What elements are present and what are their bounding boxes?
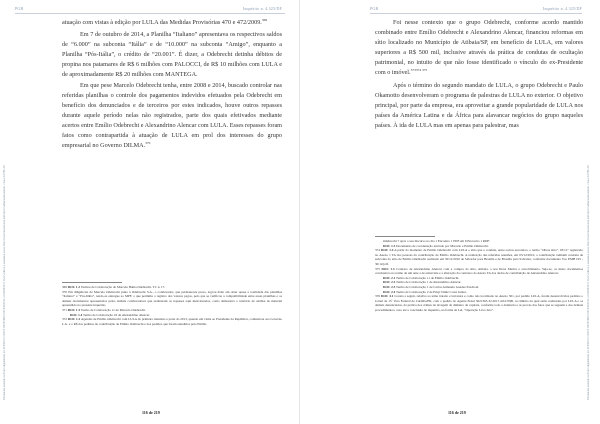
footnote-rule xyxy=(62,282,122,283)
page-number: 116 de 219 xyxy=(142,410,160,415)
footnote: 372 DOC 1.2 Agendas de Emílio Odebrecht com LULA do primeiro mandato e parte do 2013, quando em visita ao Presidente da República, comunicou aos Governo L.G. e o R$ dos pedidos de contribuição de Emílio Odebrecht e dos pedidos que foram atendidos pelo Emílio. xyxy=(62,317,283,326)
paragraph-2: Em 7 de outubro de 2014, a Planilha “Italiano” apresentava os respectivos saldos de “6.000” na subconta “Itália” e de “10.000” na subconta “Amigo”, enquanto a Planilha “Pós-Itália”, o crédito de “20.001”. É dizer, a Odebrecht detinha débitos de propina nos patamares de R$ 6 milhões com PALOCCI, de R$ 10 milhões com LULA e de aproximadamente R$ 20 milhões com MANTEGA. xyxy=(62,30,282,78)
footnotes xyxy=(375,239,583,313)
footnote: 374 DOC 1.4 A partir do momento de Emílio Odebrecht com LULA o sítio que a conduta, entre outros encontros, o termo “Obras sítio”, 03/11” registrado no Anexo 1 TA dos pessoas da contribuição de Emílio Odebrecht. A realização das referidas reuniões, em 03/12/2010, a contribuição também contraiu da subconta do sítio de Emílio Odebrecht realizado em 30/12/2010 de Salvador para Brasília e de Brasília para Salvador, conforme documento Voo EMB 195 - 30/12/pdf. xyxy=(375,248,583,266)
body-text xyxy=(375,18,583,131)
signature-side-note: Documento assinado via Token digitalmente por RODRIGO JANOT MONTEIRO DE BARROS, em 26/06/2017. Para verificar a assinatura acesse http://www.transparencia.mpf.mp.br/validacaodocumento. Chave A1E5B1A6 xyxy=(587,165,590,400)
footnote: Odebrecht 7 após o seu discurso no dia 1 Encontro 1 PDF em 6 Encontro 1 RDF. xyxy=(383,239,490,243)
paragraph-1: atuação com vistas à edição por LULA das Medidas Provisórias 470 e 472/2009.$^{369}$ xyxy=(62,17,268,26)
paragraph-3: Em que pese Marcelo Odebrecht tenha, entre 2008 e 2014, buscado controlar nas referidas planilhas o controle dos pagamentos indevidos efetuados pela Odebrecht em benefício dos denunciados e de terceiros por estes indicados, houve outros repasses durante aquele período nelas não registrados, parte dos quais efetivados mediante acertos entre Emílio Odebrecht e Alexandrino Alencar com LULA. Esses repasses foram fatos como contrapartida à atuação de LULA em prol dos interesses do grupo empresarial no Governo DILMA.$^{370}$ xyxy=(62,82,282,149)
paragraph-2: Após o término do segundo mandato de LULA, o grupo Odebrecht e Paulo Okamotto desenvolveram o programa de palestras de LULA no exterior. O objetivo principal, por parte da empresa, era aproveitar a grande popularidade de LULA nos países da América Latina e da África para alavancar negócios do grupo naqueles países. À ida de LULA mas em apenas para palestrar, mas xyxy=(375,82,583,130)
footnote: 376 DOC 4.1 Consta a seguir, relativa ao tema tratado e lavratura e como tais localizado no Anexo 501, por pedido LULA, foram desenvolvidos pedidos o Jornal de 15º Vara Federal de Curitiba/PR, com o pedido do Agente Penal 5021365-32.2017.4.04.7000, no âmbito da qual estão realizadas por LULA e os demais denunciados, da prática dos crimes de lavagem de dinheiro de capitais, conforme todo a denúncia e as provas dos fatos que se seguem e dos demais procedimentos, caso até a conclusão do inquérito, na forma de Lei, “Operação Lava Jato”. xyxy=(375,294,584,312)
header-case-reference: Inquérito n. 4.325/DF xyxy=(542,6,582,11)
footnote: DOC 2.2 Termo de Colaboração 1 de Alexandrino Alencar. xyxy=(383,280,462,285)
footnote: 369 DOC 1.2 Termos de Colaboração do Marcelo Bahia Odebrecht. TC n. 17. xyxy=(62,285,166,289)
paragraph-1: Foi nesse contexto que o grupo Odebrecht, conforme acordo mantido combinado entre Emílio Odebrecht e Alexandrino Alencar, financiou reformas em sítio localizado no Município de Atibaia/SP, em benefício de LULA, em valores superiores a R$ 500 mil, inclusive através da prática de condutas de ocultação patrimonial, no intuito de que não fosse identificado o vínculo do ex-Presidente com o imóvel.$^{373374 375}$ xyxy=(375,19,583,76)
document-page-right xyxy=(300,0,600,424)
footnote: 375 DOC 1.3 Contrato de Alexandrino Alencar com a compra do sítio, Atibaia, a seu Dona Marisa e envolvimento. Veja-se, os meus documentos conclusivos no termo de um ante a de entrevista e a alteração da contratos do Anexo TA dos dados de contribuição de Alexandrino Alencar. xyxy=(375,266,583,276)
footnote: 371 DOC 1.3 Termo de Colaboração 11 de Marcelo Odebrecht. xyxy=(62,307,146,312)
footnote: DOC 2.1 Termo de Colaboração 11 de Emílio Odebrecht. xyxy=(383,275,460,280)
body-text xyxy=(62,18,282,151)
footnote: 370 Em diligências de Marcelo Odebrecht junto à Odebrecht S.A., o colaborador, que permaneceu preso, logrou êxito em obter quase a totalidade das planilhas “Italiano” e “Pós-Itália”, tendo-as entregue ao MPF, o que permitiu o registro dos valores pagos, pelo que se verificou a compatibilidade entre essas planilhas e os demais documentos apresentados pelos demais colaboradores que realizaram os repasses aqui mencionados, como demonstra o relatório de análise de material apreendido no presente inquérito. xyxy=(62,289,282,308)
footnote: DOC 1.4 Termo de Colaboração 16 de Alexandrino Alencar. xyxy=(70,312,150,317)
footnote: DOC 2.4 Termo de Colaboração 2 de Emyr Diniz Costa Junior. xyxy=(383,289,467,294)
footnote: DOC 2.3 Termo de Colaboração 1 de Carlos Armando Guedes Paschoal. xyxy=(383,284,480,289)
footnotes xyxy=(62,285,282,326)
header-case-reference: Inquérito n. 4.325/DF xyxy=(242,6,282,11)
header-org-label: PGR xyxy=(15,6,24,11)
page-number: 116 de 219 xyxy=(448,410,466,415)
footnote-rule xyxy=(375,236,435,237)
header-rule xyxy=(15,13,285,14)
header-org-label: PGR xyxy=(370,6,379,11)
footnote: DOC 1.3 Documento de coordenação enviado por Marcelo e Emílio Odebrecht. xyxy=(383,243,489,248)
header-rule xyxy=(370,13,582,14)
signature-side-note: Documento assinado via Token digitalmente por RODRIGO JANOT MONTEIRO DE BARROS, em 26/06/2017. Para verificar a assinatura acesse http://www.transparencia.mpf.mp.br/validacaodocumento. Chave A1E5B1A6 xyxy=(3,165,6,400)
